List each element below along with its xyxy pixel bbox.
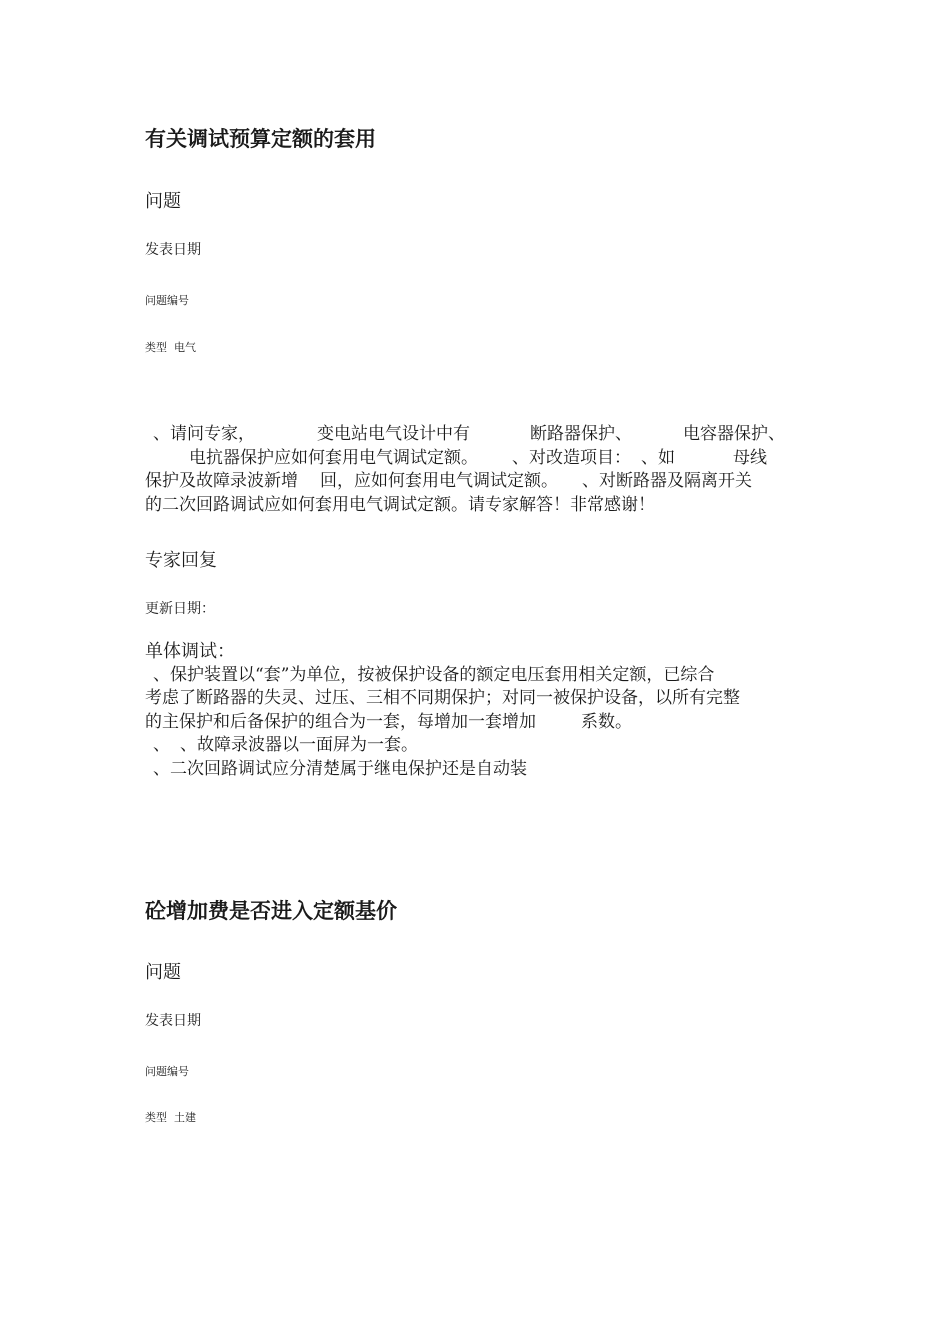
answer-line: 的主保护和后备保护的组合为一套，每增加一套增加 系数。: [145, 711, 632, 732]
type-row: [145, 339, 196, 355]
question-line: 电抗器保护应如何套用电气调试定额。 、对改造项目： 、如 母线: [189, 447, 767, 468]
question-number-label: 问题编号: [145, 1065, 189, 1078]
question-body: [145, 423, 807, 517]
date-label: 发表日期: [145, 1013, 201, 1029]
type-value: 电气: [174, 341, 196, 354]
answer-heading: 单体调试：: [145, 641, 235, 662]
type-label: 类型: [145, 1111, 167, 1124]
answer-line: 考虑了断路器的失灵、过压、三相不同期保护；对同一被保护设备，以所有完整: [145, 688, 740, 708]
expert-reply-label: 专家回复: [145, 550, 217, 571]
update-date-label: 更新日期：: [145, 601, 215, 617]
question-line: 、请问专家， 变电站电气设计中有 断路器保护、 电容器保护、: [153, 424, 785, 444]
type-value: 土建: [174, 1111, 196, 1124]
question-label: 问题: [145, 962, 181, 983]
type-row: [145, 1109, 196, 1125]
type-label: 类型: [145, 341, 167, 354]
answer-line: 、保护装置以“套”为单位，按被保护设备的额定电压套用相关定额，已综合: [153, 664, 715, 685]
article-title: 有关调试预算定额的套用: [145, 126, 376, 151]
answer-body: [145, 640, 807, 781]
date-label: 发表日期: [145, 242, 201, 258]
answer-line: 、 、故障录波器以一面屏为一套。: [153, 735, 418, 755]
question-number-label: 问题编号: [145, 294, 189, 307]
question-label: 问题: [145, 191, 181, 212]
question-line: 的二次回路调试应如何套用电气调试定额。请专家解答！非常感谢！: [145, 494, 655, 515]
article-title: 砼增加费是否进入定额基价: [145, 898, 397, 923]
question-line: 保护及故障录波新增 回，应如何套用电气调试定额。 、对断路器及隔离开关: [145, 471, 752, 491]
answer-line: 、二次回路调试应分清楚属于继电保护还是自动装: [153, 758, 527, 779]
